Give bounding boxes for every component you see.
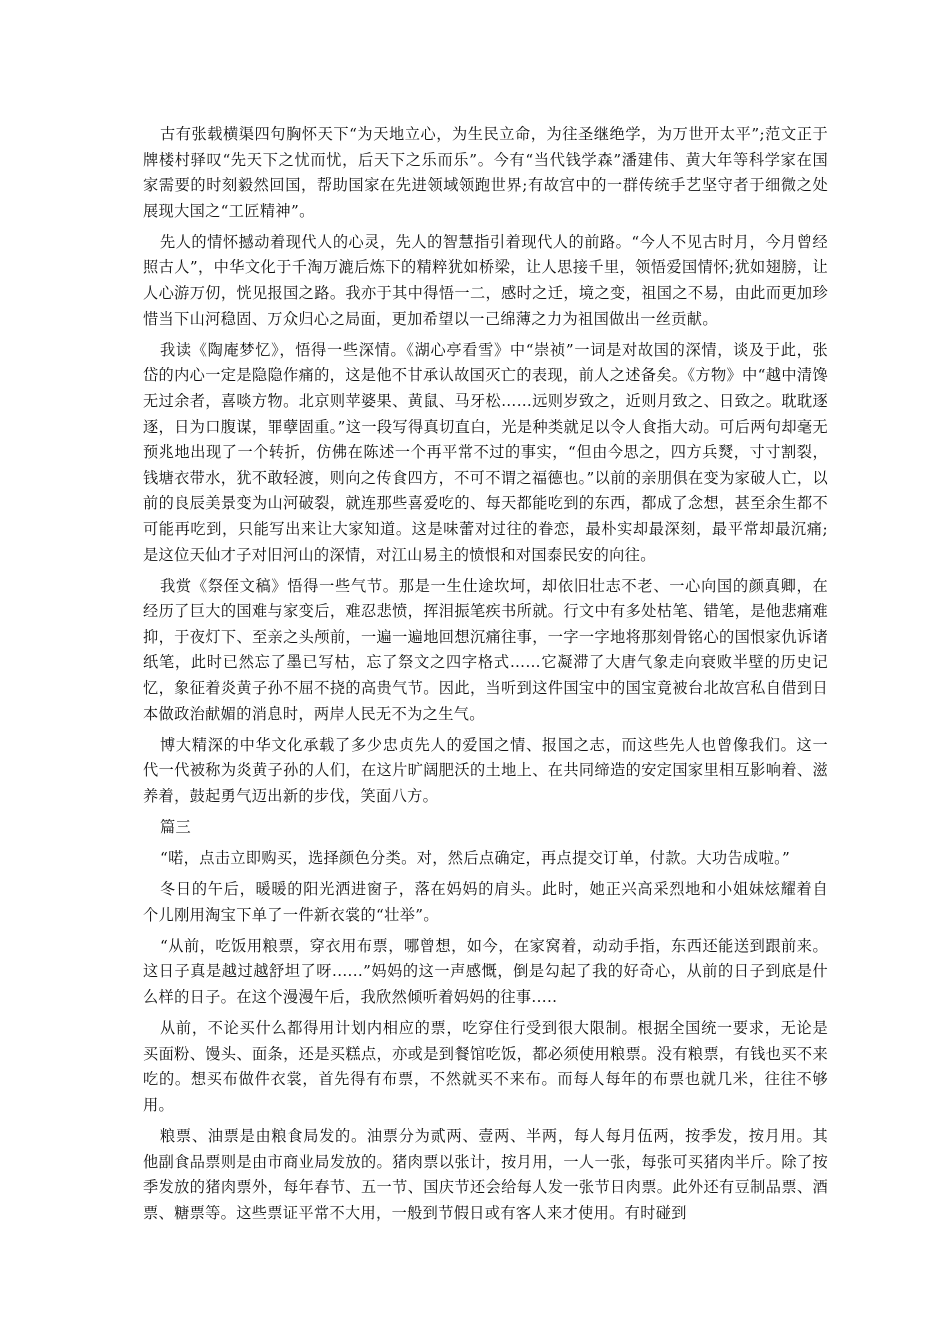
document-body — [143, 122, 828, 1232]
paragraph-winter-afternoon: 冬日的午后，暖暖的阳光洒进窗子，落在妈妈的肩头。此时，她正兴高采烈地和小姐妹炫耀着自个儿刚用淘宝下单了一件新衣裳的“壮举”。 — [143, 880, 828, 924]
paragraph-mother-memory: “从前，吃饭用粮票，穿衣用布票，哪曾想，如今，在家窝着，动动手指，东西还能送到跟前来。这日子真是越过越舒坦了呀......”妈妈的这一声感慨，倒是勾起了我的好奇心，从前的日子到底是什么样的日子。在这个漫漫午后，我欣然倾听着妈妈的往事..... — [143, 936, 828, 1006]
section-heading-part-three: 篇三 — [160, 817, 192, 836]
paragraph-online-order: “喏，点击立即购买，选择颜色分类。对，然后点确定，再点提交订单，付款。大功告成啦。” — [160, 849, 791, 868]
paragraph-grain-oil-tickets: 粮票、油票是由粮食局发的。油票分为贰两、壹两、半两，每人每月伍两，按季发，按月用。其他副食品票则是由市商业局发放的。猪肉票以张计，按月用，一人一张，每张可买猪肉半斤。除了按季发放的猪肉票外，每年春节、五一节、国庆节还会给每人发一张节日肉票。此外还有豆制品票、酒票、糖票等。这些票证平常不大用，一般到节假日或有客人来才使用。有时碰到 — [143, 1126, 828, 1222]
paragraph-ancestors: 先人的情怀撼动着现代人的心灵，先人的智慧指引着现代人的前路。“今人不见古时月，今月曾经照古人”，中华文化于千淘万漉后炼下的精粹犹如桥梁，让人思接千里，领悟爱国情怀;犹如翅膀，让人心游万仞，恍见报国之路。我亦于其中得悟一二，感时之迁，境之变，祖国之不易，由此而更加珍惜当下山河稳固、万众归心之局面，更加希望以一己绵薄之力为祖国做出一丝贡献。 — [143, 232, 828, 328]
paragraph-chinese-culture: 博大精深的中华文化承载了多少忠贞先人的爱国之情、报国之志，而这些先人也曾像我们。这一代一代被称为炎黄子孙的人们，在这片旷阔肥沃的土地上、在共同缔造的安定国家里相互影响着、滋养着，鼓起勇气迈出新的步伐，笑面八方。 — [143, 735, 828, 805]
paragraph-jizhi-wengao: 我赏《祭侄文稿》悟得一些气节。那是一生仕途坎坷，却依旧壮志不老、一心向国的颜真卿，在经历了巨大的国难与家变后，难忍悲愤，挥泪振笔疾书所就。行文中有多处枯笔、错笔，是他悲痛难抑，于夜灯下、至亲之头颅前，一遍一遍地回想沉痛往事，一字一字地将那刻骨铭心的国恨家仇诉诸纸笔，此时已然忘了墨已写枯，忘了祭文之四字格式……它凝滞了大唐气象走向衰败半壁的历史记忆，象征着炎黄子孙不屈不挠的高贵气节。因此，当听到这件国宝中的国宝竟被台北故宫私自借到日本做政治献媚的消息时，两岸人民无不为之生气。 — [143, 576, 828, 723]
paragraph-ration-tickets: 从前，不论买什么都得用计划内相应的票，吃穿住行受到很大限制。根据全国统一要求，无论是买面粉、馒头、面条，还是买糕点，亦或是到餐馆吃饭，都必须使用粮票。没有粮票，有钱也买不来吃的。想买布做件衣裳，首先得有布票，不然就买不来布。而每人每年的布票也就几米，往往不够用。 — [143, 1019, 828, 1114]
paragraph-taoan-mengyi: 我读《陶庵梦忆》，悟得一些深情。《湖心亭看雪》中“崇祯”一词是对故国的深情，谈及于此，张岱的内心一定是隐隐作痛的，这是他不甘承认故国灭亡的表现，前人之述备矣。《方物》中“越中清馋无过余者，喜啖方物。北京则苹婆果、黄鼠、马牙松……远则岁致之，近则月致之、日致之。耽耽逐逐，日为口腹谋，罪孽固重。”这一段写得真切直白，光是种类就足以令人食指大动。可后两句却毫无预兆地出现了一个转折，仿佛在陈述一个再平常不过的事实，“但由今思之，四方兵燹，寸寸割裂，钱塘衣带水，犹不敢轻渡，则向之传食四方，不可不谓之福德也。”以前的亲朋俱在变为家破人亡，以前的良辰美景变为山河破裂，就连那些喜爱吃的、每天都能吃到的东西，都成了念想，甚至余生都不可能再吃到，只能写出来让大家知道。这是味蕾对过往的眷恋，最朴实却最深刻，最平常却最沉痛;是这位天仙才子对旧河山的深情，对江山易主的愤恨和对国泰民安的向往。 — [143, 340, 828, 564]
paragraph-patriots: 古有张载横渠四句胸怀天下“为天地立心，为生民立命，为往圣继绝学，为万世开太平”;范文正于牌楼村驿叹“先天下之忧而忧，后天下之乐而乐”。今有“当代钱学森”潘建伟、黄大年等科学家在国家需要的时刻毅然回国，帮助国家在先进领域领跑世界;有故宫中的一群传统手艺坚守者于细微之处展现大国之“工匠精神”。 — [143, 125, 828, 220]
